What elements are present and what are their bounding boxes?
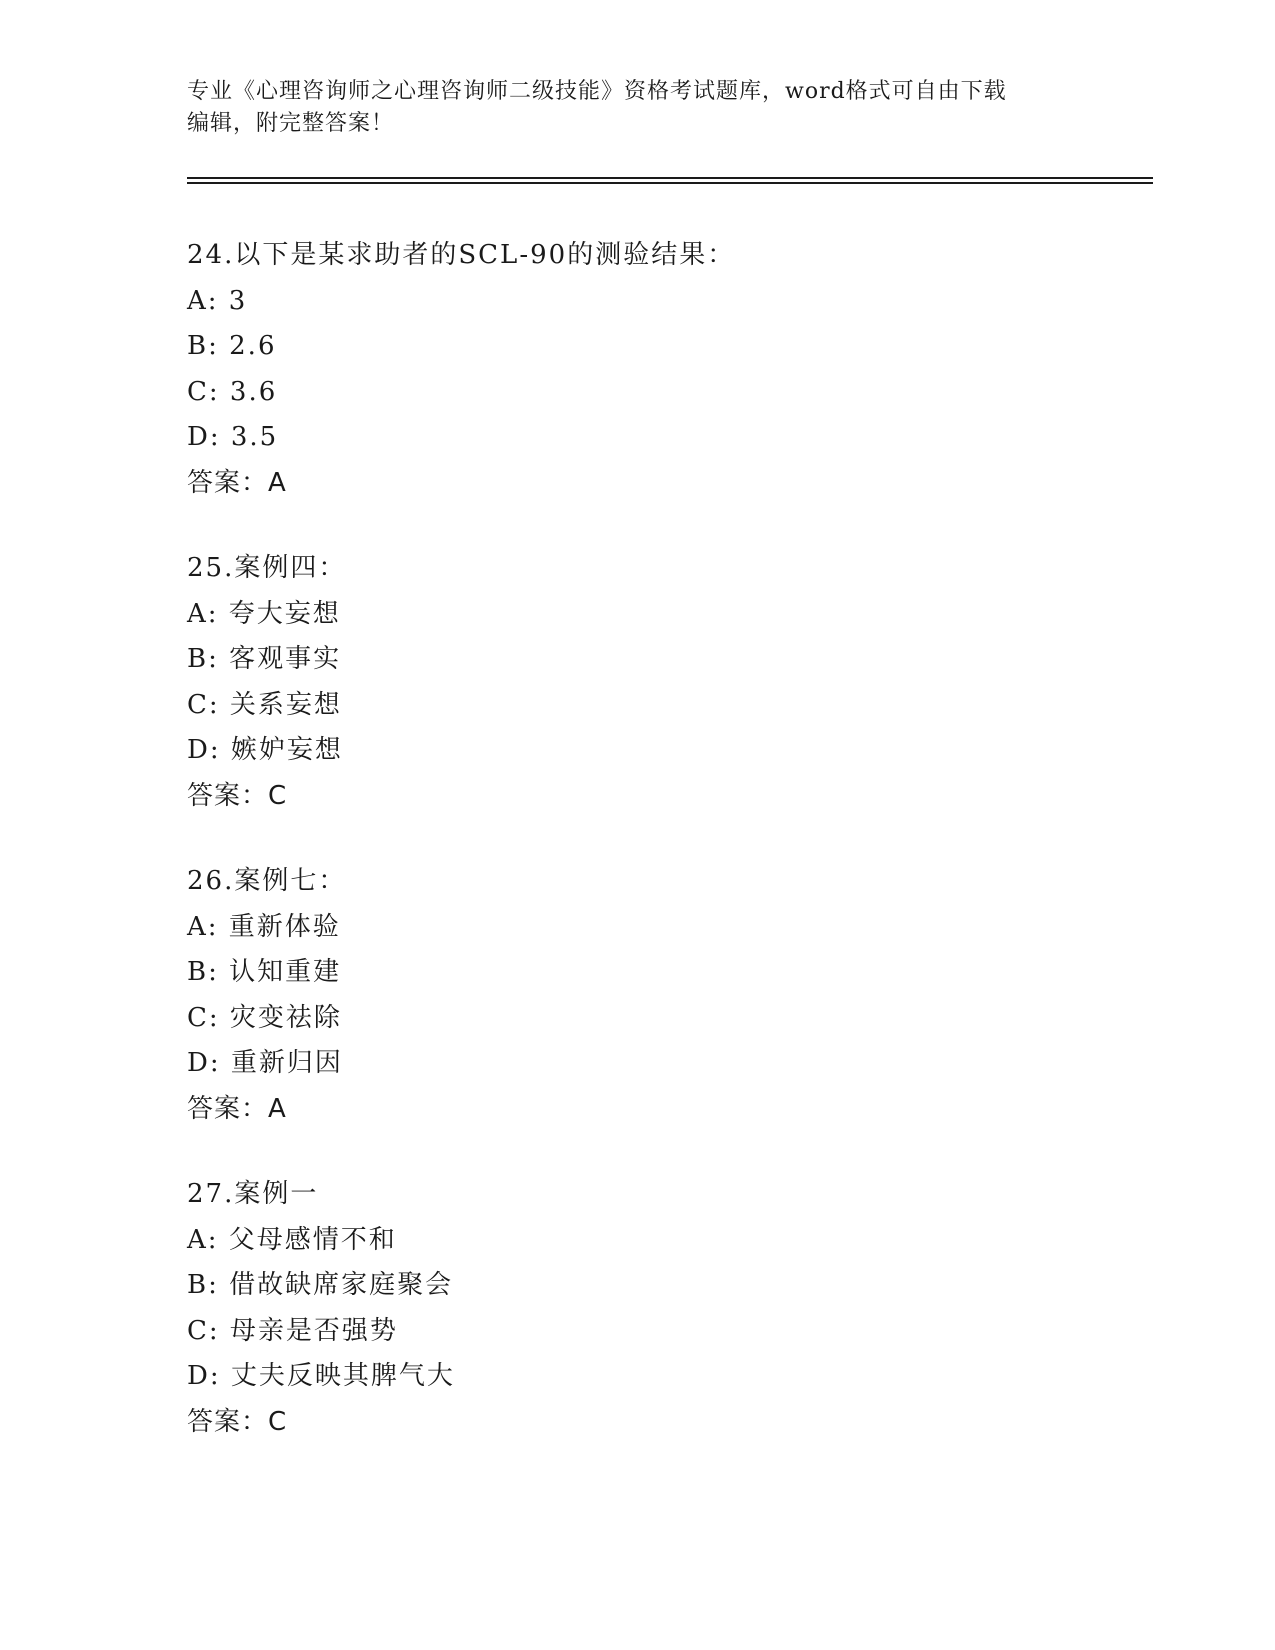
question-24 bbox=[187, 233, 1087, 506]
question-stem: 26.案例七： bbox=[187, 866, 347, 896]
header-rule-bottom bbox=[187, 182, 1153, 184]
option-c: C: 关系妄想 bbox=[187, 689, 342, 720]
answer: 答案：A bbox=[187, 1093, 287, 1124]
answer: 答案：C bbox=[187, 1406, 288, 1437]
option-b: B: 借故缺席家庭聚会 bbox=[187, 1270, 454, 1300]
question-26 bbox=[187, 859, 1087, 1132]
option-c: C: 3.6 bbox=[187, 376, 278, 407]
option-c: C: 灾变祛除 bbox=[187, 1002, 342, 1033]
option-a: A: 夸大妄想 bbox=[187, 598, 341, 629]
option-b: B: 2.6 bbox=[187, 331, 277, 361]
header-line-1: 专业《心理咨询师之心理咨询师二级技能》资格考试题库，word格式可自由下载 bbox=[187, 79, 1007, 104]
option-a: A: 重新体验 bbox=[187, 911, 341, 942]
question-list bbox=[187, 233, 1087, 1485]
header-line-2: 编辑，附完整答案！ bbox=[187, 111, 395, 136]
answer: 答案：A bbox=[187, 467, 287, 498]
option-d: D: 重新归因 bbox=[187, 1048, 343, 1078]
option-a: A: 3 bbox=[187, 285, 248, 316]
option-b: B: 认知重建 bbox=[187, 957, 342, 987]
answer: 答案：C bbox=[187, 780, 288, 811]
option-d: D: 嫉妒妄想 bbox=[187, 735, 343, 765]
option-d: D: 3.5 bbox=[187, 422, 279, 452]
question-stem: 27.案例一 bbox=[187, 1179, 319, 1209]
question-27 bbox=[187, 1172, 1087, 1445]
option-a: A: 父母感情不和 bbox=[187, 1224, 397, 1255]
question-stem: 25.案例四： bbox=[187, 553, 347, 583]
option-b: B: 客观事实 bbox=[187, 644, 342, 674]
option-d: D: 丈夫反映其脾气大 bbox=[187, 1361, 455, 1391]
option-c: C: 母亲是否强势 bbox=[187, 1315, 398, 1346]
document-header bbox=[187, 76, 1087, 140]
question-25 bbox=[187, 546, 1087, 819]
header-rule-top bbox=[187, 177, 1153, 179]
question-stem: 24.以下是某求助者的SCL-90的测验结果： bbox=[187, 240, 736, 270]
